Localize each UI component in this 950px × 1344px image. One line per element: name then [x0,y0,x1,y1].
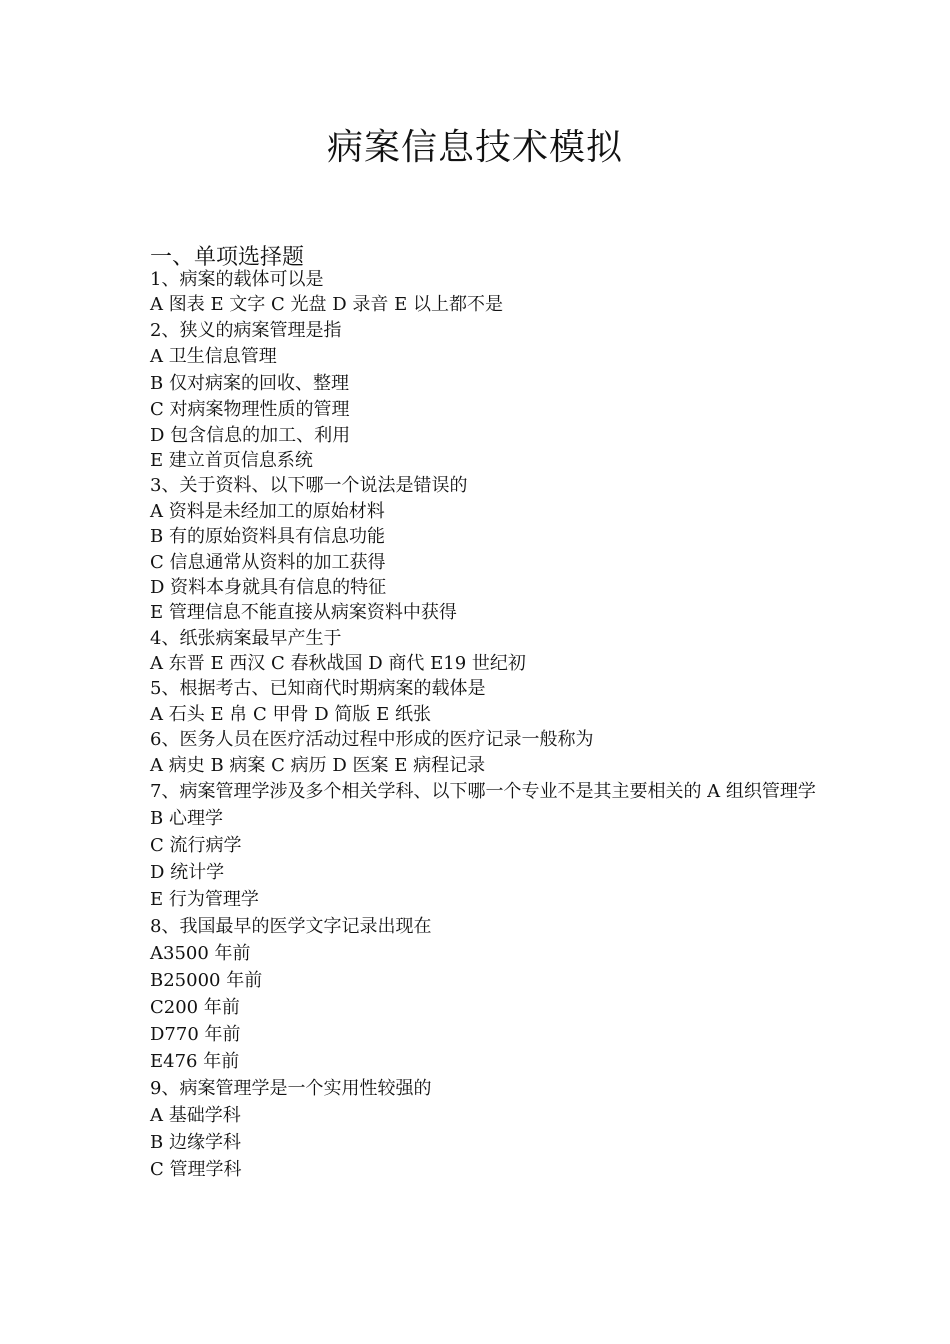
question-list [150,267,910,1183]
option-line: D 包含信息的加工、利用 [150,424,351,446]
question-line: 3、关于资料、以下哪一个说法是错误的 [150,475,468,497]
option-line: C 对病案物理性质的管理 [150,399,350,421]
option-line: B25000 年前 [150,970,263,992]
option-line: A 东晋 E 西汉 C 春秋战国 D 商代 E19 世纪初 [150,653,526,675]
option-line: A 基础学科 [150,1105,241,1127]
option-line: E 行为管理学 [150,889,259,911]
question-line: 5、根据考古、已知商代时期病案的载体是 [150,678,486,700]
option-line: B 边缘学科 [150,1132,241,1154]
question-line: 9、病案管理学是一个实用性较强的 [150,1078,432,1100]
question-line: 7、病案管理学涉及多个相关学科、以下哪一个专业不是其主要相关的 A 组织管理学 [150,781,816,803]
option-line: E476 年前 [150,1051,240,1073]
option-line: A 卫生信息管理 [150,346,277,368]
option-line: A 图表 E 文字 C 光盘 D 录音 E 以上都不是 [150,294,503,316]
option-line: D770 年前 [150,1024,241,1046]
question-line: 6、医务人员在医疗活动过程中形成的医疗记录一般称为 [150,729,594,751]
option-line: A 病史 B 病案 C 病历 D 医案 E 病程记录 [150,754,486,776]
document-title: 病案信息技术模拟 [326,127,623,169]
question-line: 2、狭义的病案管理是指 [150,319,342,341]
question-line: 1、病案的载体可以是 [150,269,324,290]
option-line: A3500 年前 [150,943,251,965]
option-line: C 管理学科 [150,1159,242,1181]
question-line: 4、纸张病案最早产生于 [150,627,342,649]
option-line: B 仅对病案的回收、整理 [150,373,349,395]
option-line: E 管理信息不能直接从病案资料中获得 [150,602,457,624]
option-line: A 资料是未经加工的原始材料 [150,500,385,522]
option-line: C 信息通常从资料的加工获得 [150,551,386,573]
option-line: B 心理学 [150,808,223,830]
option-line: E 建立首页信息系统 [150,449,313,471]
option-line: A 石头 E 帛 C 甲骨 D 简版 E 纸张 [150,703,431,725]
section-heading: 一、单项选择题 [150,245,305,271]
option-line: D 资料本身就具有信息的特征 [150,576,387,598]
question-line: 8、我国最早的医学文字记录出现在 [150,916,432,938]
option-line: B 有的原始资料具有信息功能 [150,526,385,548]
option-line: D 统计学 [150,862,225,884]
option-line: C200 年前 [150,997,240,1019]
option-line: C 流行病学 [150,835,242,857]
